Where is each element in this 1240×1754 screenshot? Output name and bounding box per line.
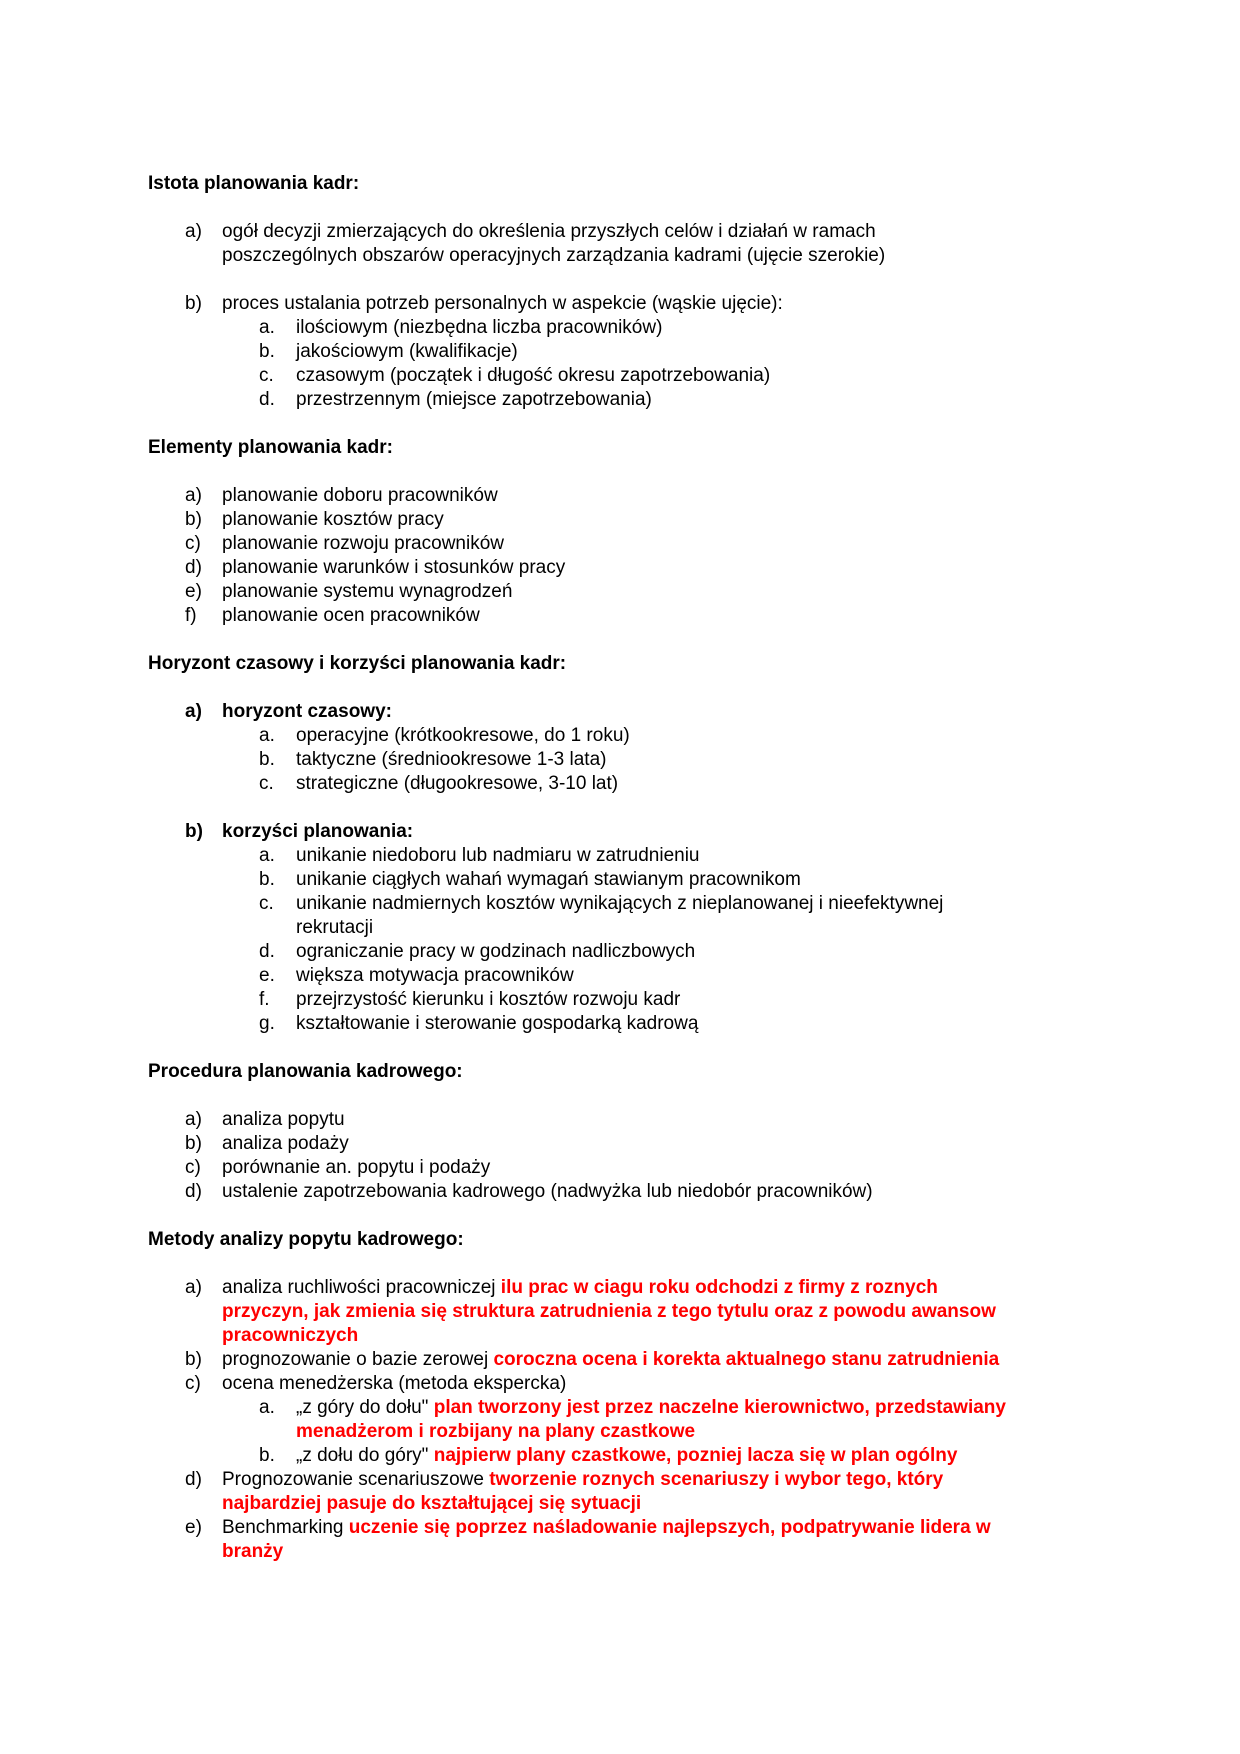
list-marker: d) <box>185 557 202 578</box>
annotation-continuation: pracowniczych <box>222 1325 359 1346</box>
list-text: horyzont czasowy: <box>222 701 392 722</box>
list-text <box>222 1516 991 1540</box>
sub-list-item <box>148 724 1088 748</box>
list-item <box>148 1132 1088 1156</box>
list-marker: c) <box>185 1373 201 1394</box>
sub-list-text: większa motywacja pracowników <box>296 965 574 986</box>
list-marker: b) <box>185 509 202 530</box>
list-marker: a) <box>185 485 202 506</box>
sub-list-text: unikanie niedoboru lub nadmiaru w zatrudnieniu <box>296 845 700 866</box>
sub-list-marker: b. <box>259 1445 275 1466</box>
list-item <box>148 820 1088 844</box>
sub-list-text: jakościowym (kwalifikacje) <box>296 341 518 362</box>
list-marker: e) <box>185 1517 202 1538</box>
method-name: „z góry do dołu" <box>296 1397 429 1418</box>
list-text: planowanie ocen pracowników <box>222 605 480 626</box>
sub-list-item <box>148 940 1088 964</box>
sub-list-text: unikanie nadmiernych kosztów wynikających z nieplanowanej i nieefektywnej <box>296 893 944 914</box>
sub-list-marker: c. <box>259 893 274 914</box>
sub-list-text <box>296 1396 1006 1420</box>
sub-list-item <box>148 340 1088 364</box>
list-text <box>222 1276 938 1300</box>
list-item <box>148 1372 1088 1396</box>
section-heading-horyzont: Horyzont czasowy i korzyści planowania kadr: <box>148 653 567 674</box>
sub-list-item <box>148 748 1088 772</box>
document-page <box>148 172 1088 1564</box>
list-text-continuation: poszczególnych obszarów operacyjnych zarządzania kadrami (ujęcie szerokie) <box>222 245 886 266</box>
list-text: planowanie rozwoju pracowników <box>222 533 504 554</box>
sub-list-item <box>148 988 1088 1012</box>
sub-list-item <box>148 1396 1088 1420</box>
sub-list-text: operacyjne (krótkookresowe, do 1 roku) <box>296 725 630 746</box>
annotation-continuation: najbardziej pasuje do kształtującej się sytuacji <box>222 1493 642 1514</box>
annotation-note: najpierw plany czastkowe, pozniej lacza się w plan ogólny <box>433 1445 958 1466</box>
list-item <box>148 1516 1088 1540</box>
sub-list-text: ograniczanie pracy w godzinach nadliczbowych <box>296 941 696 962</box>
list-text: planowanie warunków i stosunków pracy <box>222 557 566 578</box>
sub-list-item <box>148 772 1088 796</box>
list-marker: a) <box>185 221 202 242</box>
sub-list-marker: a. <box>259 845 275 866</box>
sub-list-item <box>148 868 1088 892</box>
list-text: ocena menedżerska (metoda ekspercka) <box>222 1373 567 1394</box>
section-heading-elementy: Elementy planowania kadr: <box>148 437 393 458</box>
list-item <box>148 484 1088 508</box>
list-marker: d) <box>185 1469 202 1490</box>
list-text: analiza popytu <box>222 1109 345 1130</box>
annotation-note: uczenie się poprzez naśladowanie najlepszych, podpatrywanie lidera w <box>348 1517 991 1538</box>
annotation-continuation: przyczyn, jak zmienia się struktura zatrudnienia z tego tytulu oraz z powodu awansow <box>222 1301 996 1322</box>
sub-list-text: przejrzystość kierunku i kosztów rozwoju kadr <box>296 989 681 1010</box>
list-item <box>148 1180 1088 1204</box>
sub-list-text: strategiczne (długookresowe, 3-10 lat) <box>296 773 619 794</box>
list-text: planowanie kosztów pracy <box>222 509 444 530</box>
list-item <box>148 580 1088 604</box>
list-text: porównanie an. popytu i podaży <box>222 1157 491 1178</box>
list-item <box>148 1156 1088 1180</box>
method-name: „z dołu do góry" <box>296 1445 429 1466</box>
list-item <box>148 1276 1088 1300</box>
list-text: planowanie systemu wynagrodzeń <box>222 581 513 602</box>
sub-list-text: taktyczne (średniookresowe 1-3 lata) <box>296 749 607 770</box>
sub-list-text-continuation: rekrutacji <box>296 917 374 938</box>
list-marker: d) <box>185 1181 202 1202</box>
annotation-note: ilu prac w ciagu roku odchodzi z firmy z roznych <box>500 1277 938 1298</box>
sub-list-marker: a. <box>259 317 275 338</box>
list-item <box>148 556 1088 580</box>
list-text: korzyści planowania: <box>222 821 414 842</box>
sub-list-item <box>148 316 1088 340</box>
sub-list-marker: d. <box>259 941 275 962</box>
list-item <box>148 1108 1088 1132</box>
sub-list-marker: g. <box>259 1013 275 1034</box>
list-item <box>148 220 1088 244</box>
list-text: ogół decyzji zmierzających do określenia przyszłych celów i działań w ramach <box>222 221 876 242</box>
method-name: prognozowanie o bazie zerowej <box>222 1349 489 1370</box>
sub-list-text: czasowym (początek i długość okresu zapotrzebowania) <box>296 365 771 386</box>
list-item <box>148 532 1088 556</box>
list-item <box>148 292 1088 316</box>
sub-list-text: ilościowym (niezbędna liczba pracowników) <box>296 317 663 338</box>
sub-list-text: przestrzennym (miejsce zapotrzebowania) <box>296 389 652 410</box>
method-name: Benchmarking <box>222 1517 344 1538</box>
list-text <box>222 1348 999 1372</box>
list-marker: b) <box>185 1349 202 1370</box>
method-name: analiza ruchliwości pracowniczej <box>222 1277 496 1298</box>
list-text: proces ustalania potrzeb personalnych w aspekcie (wąskie ujęcie): <box>222 293 783 314</box>
sub-list-marker: c. <box>259 773 274 794</box>
list-text: planowanie doboru pracowników <box>222 485 498 506</box>
sub-list-text <box>296 1444 957 1468</box>
annotation-note: plan tworzony jest przez naczelne kierownictwo, przedstawiany <box>433 1397 1006 1418</box>
sub-list-marker: a. <box>259 725 275 746</box>
sub-list-item <box>148 892 1088 916</box>
section-heading-procedura: Procedura planowania kadrowego: <box>148 1061 463 1082</box>
list-text: ustalenie zapotrzebowania kadrowego (nadwyżka lub niedobór pracowników) <box>222 1181 873 1202</box>
list-item <box>148 700 1088 724</box>
list-marker: e) <box>185 581 202 602</box>
annotation-continuation: menadżerom i rozbijany na plany czastkowe <box>296 1421 696 1442</box>
list-marker: c) <box>185 533 201 554</box>
list-marker: b) <box>185 1133 202 1154</box>
sub-list-marker: d. <box>259 389 275 410</box>
list-text: analiza podaży <box>222 1133 349 1154</box>
sub-list-marker: a. <box>259 1397 275 1418</box>
sub-list-marker: c. <box>259 365 274 386</box>
list-marker: f) <box>185 605 197 626</box>
sub-list-item <box>148 364 1088 388</box>
sub-list-marker: b. <box>259 341 275 362</box>
sub-list-marker: b. <box>259 869 275 890</box>
sub-list-item <box>148 1444 1088 1468</box>
list-marker: a) <box>185 1109 202 1130</box>
section-heading-metody: Metody analizy popytu kadrowego: <box>148 1229 464 1250</box>
sub-list-marker: b. <box>259 749 275 770</box>
annotation-note: tworzenie roznych scenariuszy i wybor tego, który <box>489 1469 944 1490</box>
annotation-note: coroczna ocena i korekta aktualnego stanu zatrudnienia <box>493 1349 1000 1370</box>
sub-list-item <box>148 388 1088 412</box>
list-item <box>148 604 1088 628</box>
sub-list-marker: e. <box>259 965 275 986</box>
sub-list-text: unikanie ciągłych wahań wymagań stawianym pracownikom <box>296 869 801 890</box>
sub-list-marker: f. <box>259 989 270 1010</box>
sub-list-text: kształtowanie i sterowanie gospodarką kadrową <box>296 1013 699 1034</box>
list-marker: b) <box>185 293 202 314</box>
list-marker: a) <box>185 1277 202 1298</box>
list-marker: c) <box>185 1157 201 1178</box>
list-item <box>148 1468 1088 1492</box>
section-heading-istota: Istota planowania kadr: <box>148 173 360 194</box>
sub-list-item <box>148 964 1088 988</box>
list-marker: b) <box>185 821 203 842</box>
list-marker: a) <box>185 701 202 722</box>
method-name: Prognozowanie scenariuszowe <box>222 1469 484 1490</box>
sub-list-item <box>148 1012 1088 1036</box>
sub-list-item <box>148 844 1088 868</box>
annotation-continuation: branży <box>222 1541 284 1562</box>
list-text <box>222 1468 943 1492</box>
list-item <box>148 508 1088 532</box>
list-item <box>148 1348 1088 1372</box>
